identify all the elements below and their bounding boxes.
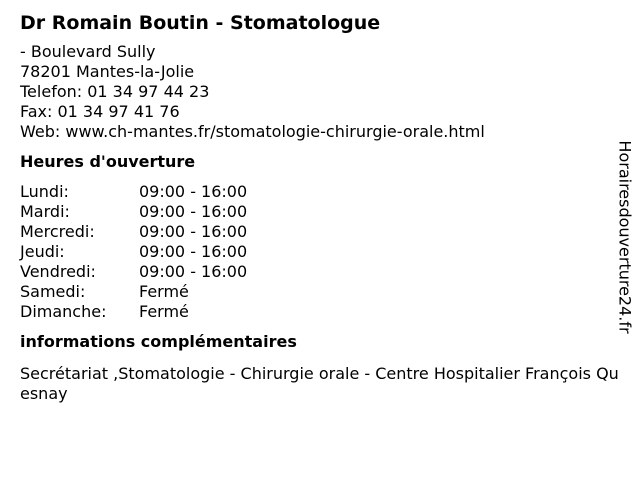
page-title: Dr Romain Boutin - Stomatologue bbox=[20, 12, 381, 34]
hours-row-sunday bbox=[20, 302, 610, 322]
fax: Fax: 01 34 97 41 76 bbox=[20, 102, 180, 121]
side-watermark-label: Horairesdouverture24.fr bbox=[615, 140, 635, 334]
info-heading: informations complémentaires bbox=[20, 332, 297, 351]
time-value: Fermé bbox=[139, 302, 189, 321]
day-label: Vendredi: bbox=[20, 262, 96, 281]
hours-row-wednesday bbox=[20, 222, 610, 242]
hours-heading: Heures d'ouverture bbox=[20, 152, 196, 171]
hours-row-tuesday bbox=[20, 202, 610, 222]
hours-row-thursday bbox=[20, 242, 610, 262]
time-value: 09:00 - 16:00 bbox=[139, 182, 248, 201]
hours-row-friday bbox=[20, 262, 610, 282]
day-label: Lundi: bbox=[20, 182, 69, 201]
listing bbox=[20, 10, 619, 404]
info-text: Secrétariat ,Stomatologie - Chirurgie orale - Centre Hospitalier François Quesnay bbox=[20, 364, 619, 403]
day-label: Jeudi: bbox=[20, 242, 65, 261]
time-value: 09:00 - 16:00 bbox=[139, 262, 248, 281]
day-label: Mercredi: bbox=[20, 222, 95, 241]
time-value: 09:00 - 16:00 bbox=[139, 242, 248, 261]
time-value: 09:00 - 16:00 bbox=[139, 222, 248, 241]
time-value: 09:00 - 16:00 bbox=[139, 202, 248, 221]
hours-table bbox=[20, 182, 610, 322]
hours-row-monday bbox=[20, 182, 610, 202]
day-label: Samedi: bbox=[20, 282, 86, 301]
city: 78201 Mantes-la-Jolie bbox=[20, 62, 195, 81]
time-value: Fermé bbox=[139, 282, 189, 301]
day-label: Mardi: bbox=[20, 202, 70, 221]
hours-row-saturday bbox=[20, 282, 610, 302]
street: - Boulevard Sully bbox=[20, 42, 156, 61]
phone: Telefon: 01 34 97 44 23 bbox=[20, 82, 210, 101]
website: Web: www.ch-mantes.fr/stomatologie-chirurgie-orale.html bbox=[20, 122, 485, 141]
day-label: Dimanche: bbox=[20, 302, 107, 321]
address-block bbox=[20, 42, 610, 142]
